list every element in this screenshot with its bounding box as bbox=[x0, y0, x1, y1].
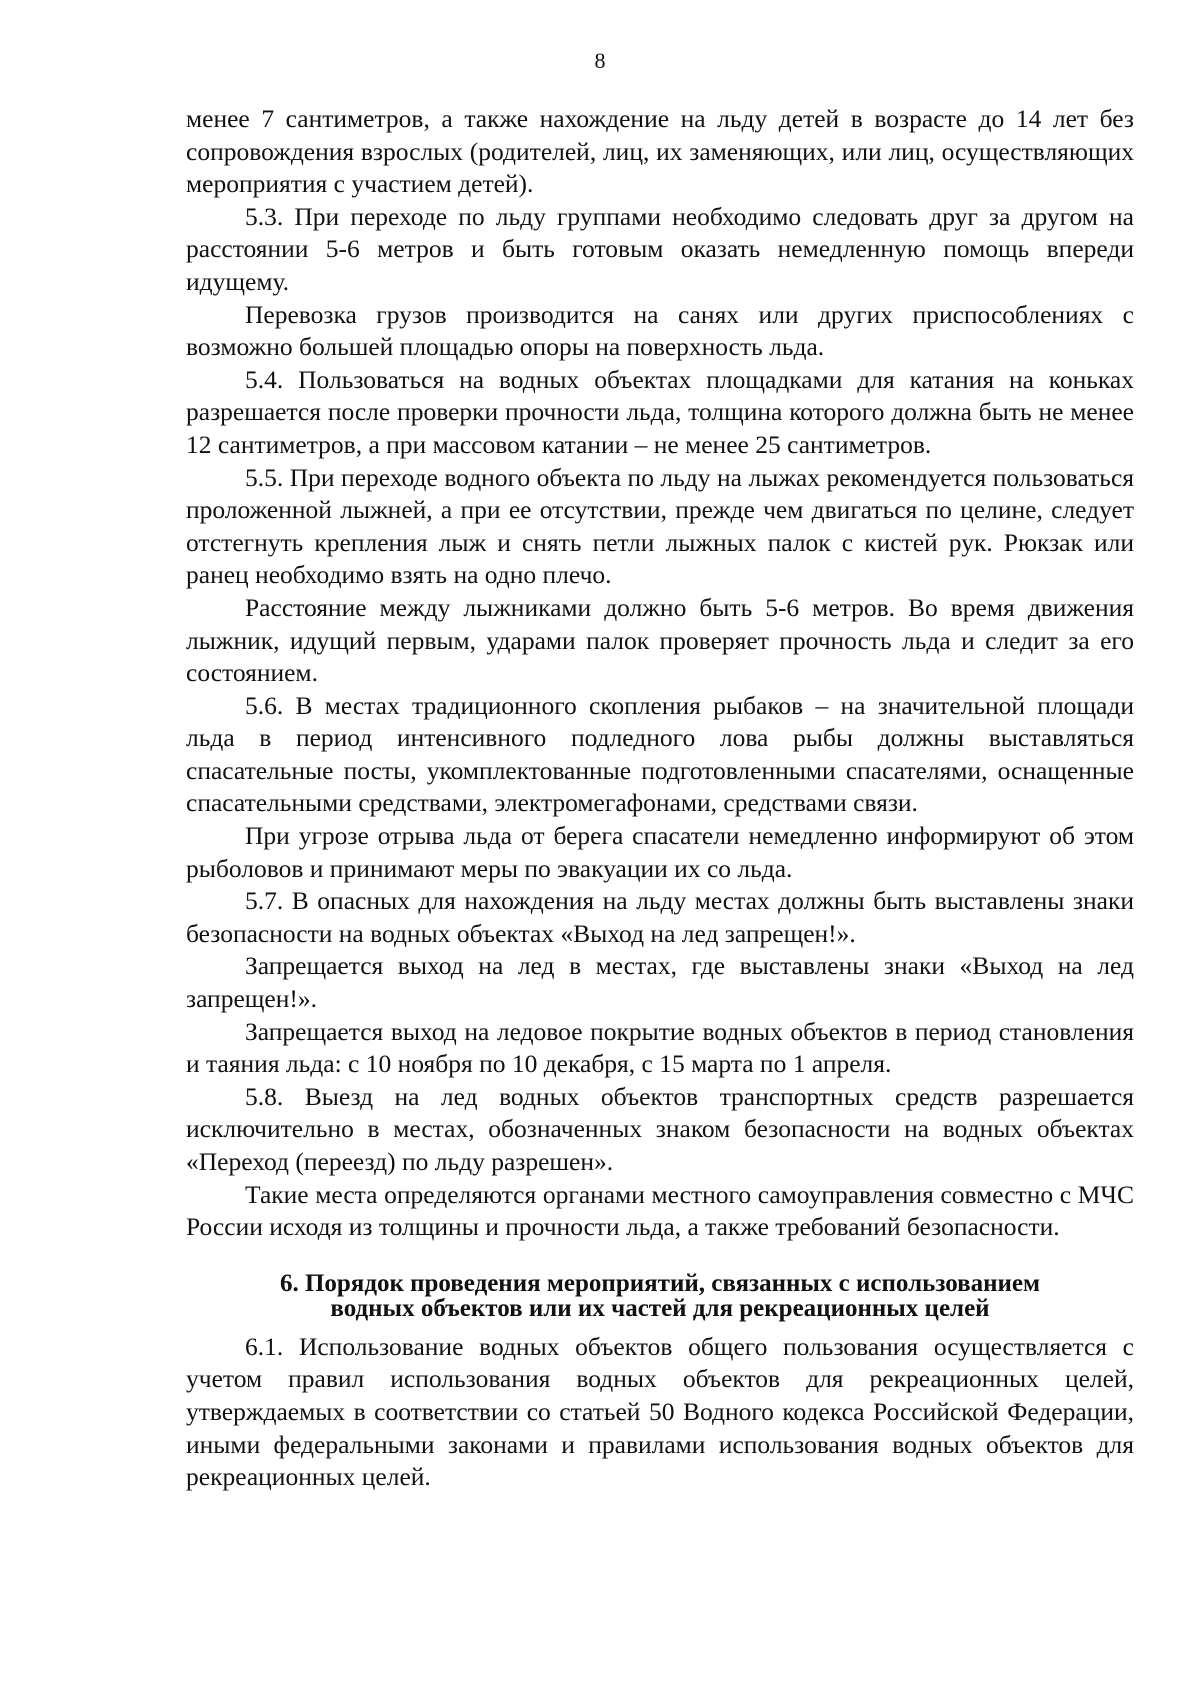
paragraph-5-8: 5.8. Выезд на лед водных объектов транспортных средств разрешается исключительно в местах, обозначенных знаком безопасности на водных объектах «Переход (переезд) по льду разрешен». bbox=[186, 1081, 1134, 1176]
paragraph-5-7: 5.7. В опасных для нахождения на льду местах должны быть выставлены знаки безопасности на водных объектах «Выход на лед запрещен!». bbox=[186, 886, 1134, 948]
page-number: 8 bbox=[594, 48, 606, 73]
paragraph-skier-distance: Расстояние между лыжниками должно быть 5-6 метров. Во время движения лыжник, идущий первым, ударами палок проверяет прочность льда и следит за его состоянием. bbox=[186, 592, 1134, 688]
paragraph-5-3: 5.3. При переходе по льду группами необходимо следовать друг за другом на расстоянии 5-6 метров и быть готовым оказать немедленную помощь впереди идущему. bbox=[186, 201, 1134, 296]
section-6-heading bbox=[186, 1271, 1134, 1321]
paragraph-5-5: 5.5. При переходе водного объекта по льду на лыжах рекомендуется пользоваться проложенной лыжней, а при ее отсутствии, прежде чем двигаться по целине, следует отстегнуть крепления лыж и снять петли лыжных палок с кистей рук. Рюкзак или ранец необходимо взять на одно плечо. bbox=[186, 462, 1134, 590]
document-body bbox=[186, 103, 1134, 1494]
section-6-heading-line-1: 6. Порядок проведения мероприятий, связанных с использованием bbox=[279, 1269, 1041, 1297]
paragraph-ice-breakaway: При угрозе отрыва льда от берега спасатели немедленно информируют об этом рыболовов и принимают меры по эвакуации их со льда. bbox=[186, 821, 1134, 883]
paragraph-6-1: 6.1. Использование водных объектов общего пользования осуществляется с учетом правил использования водных объектов для рекреационных целей, утверждаемых в соответствии со статьей 50 Водного кодекса Российской Федерации, иными федеральными законами и правилами использования водных объектов для рекреационных целей. bbox=[186, 1331, 1134, 1492]
paragraph-crossing-places: Такие места определяются органами местного самоуправления совместно с МЧС России исходя из толщины и прочности льда, а также требований безопасности. bbox=[186, 1179, 1134, 1242]
paragraph-5-4: 5.4. Пользоваться на водных объектах площадками для катания на коньках разрешается после проверки прочности льда, толщина которого должна быть не менее 12 сантиметров, а при массовом катании – не менее 25 сантиметров. bbox=[186, 364, 1134, 459]
paragraph-continuation: менее 7 сантиметров, а также нахождение на льду детей в возрасте до 14 лет без сопровождения взрослых (родителей, лиц, их заменяющих, или лиц, осуществляющих мероприятия с участием детей). bbox=[186, 104, 1134, 199]
paragraph-5-6: 5.6. В местах традиционного скопления рыбаков – на значительной площади льда в период интенсивного подледного лова рыбы должны выставляться спасательные посты, укомплектованные подготовленными спасателями, оснащенные спасательными средствами, электромегафонами, средствами связи. bbox=[186, 690, 1134, 818]
paragraph-cargo-transport: Перевозка грузов производится на санях или других приспособлениях с возможно большей площадью опоры на поверхность льда. bbox=[186, 299, 1134, 362]
paragraph-seasonal-prohibition: Запрещается выход на ледовое покрытие водных объектов в период становления и таяния льда: с 10 ноября по 10 декабря, с 15 марта по 1 апреля. bbox=[186, 1016, 1134, 1079]
paragraph-ice-exit-prohibited: Запрещается выход на лед в местах, где выставлены знаки «Выход на лед запрещен!». bbox=[186, 951, 1134, 1014]
section-6-heading-line-2: водных объектов или их частей для рекреационных целей bbox=[330, 1294, 990, 1322]
